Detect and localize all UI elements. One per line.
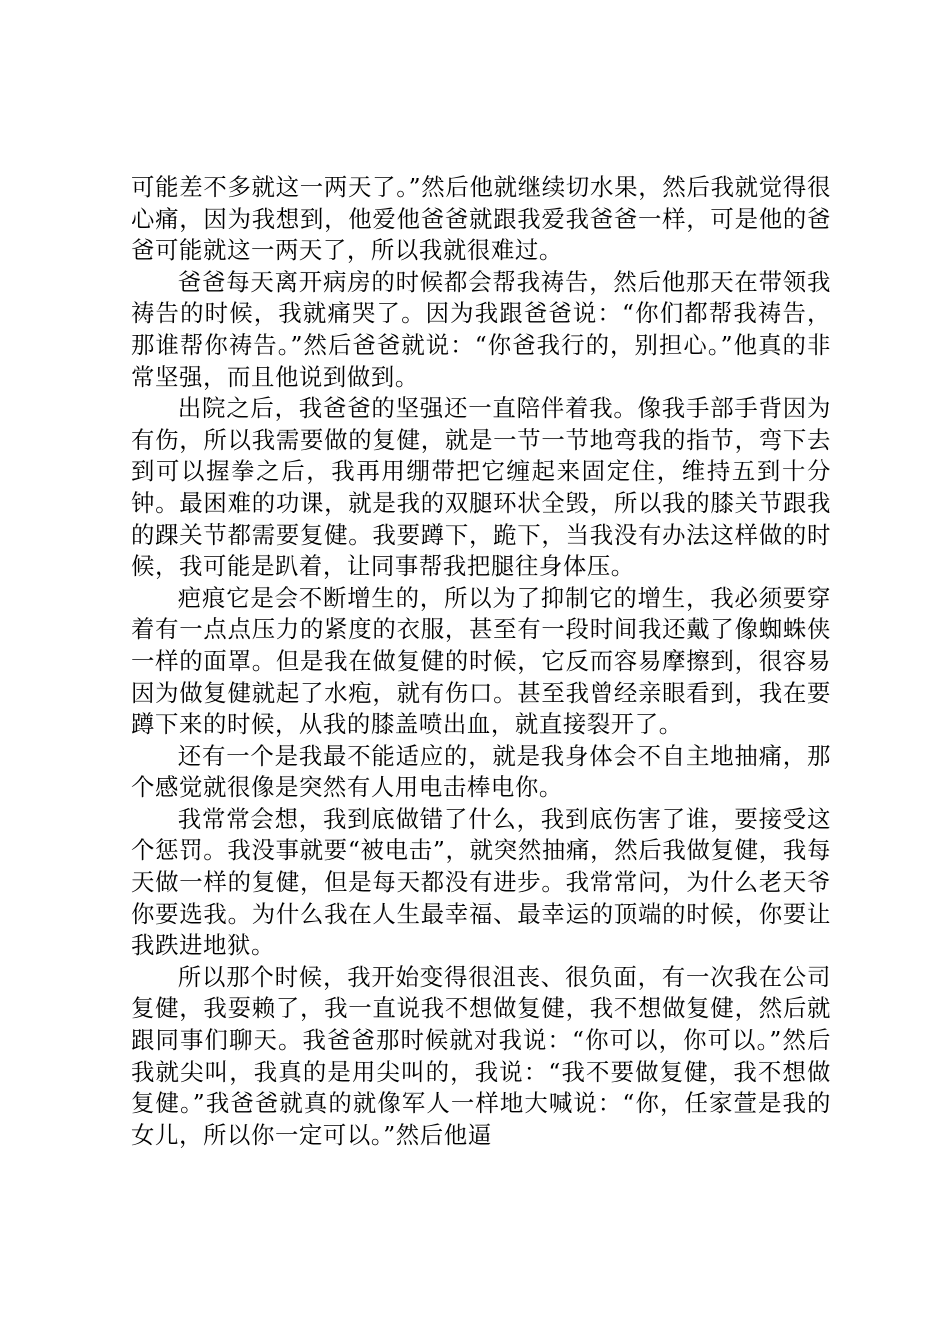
paragraph-7: 所以那个时候，我开始变得很沮丧、很负面，有一次我在公司复健，我耍赖了，我一直说我不想做复健，我不想做复健，然后就跟同事们聊天。我爸爸那时候就对我说：“你可以，你可以。”然后我就尖叫，我真的是用尖叫的，我说：“我不要做复健，我不想做复健。”我爸爸就真的就像军人一样地大喊说：“你，任家萱是我的女儿，所以你一定可以。”然后他逼 — [131, 962, 831, 1149]
paragraph-2: 爸爸每天离开病房的时候都会帮我祷告，然后他那天在带领我祷告的时候，我就痛哭了。因为我跟爸爸说：“你们都帮我祷告，那谁帮你祷告。”然后爸爸就说：“你爸我行的，别担心。”他真的非常坚强，而且他说到做到。 — [131, 267, 831, 391]
paragraph-1: 可能差不多就这一两天了。”然后他就继续切水果，然后我就觉得很心痛，因为我想到，他爱他爸爸就跟我爱我爸爸一样，可是他的爸爸可能就这一两天了，所以我就很难过。 — [131, 173, 831, 265]
body-text — [131, 172, 831, 1151]
paragraph-3: 出院之后，我爸爸的坚强还一直陪伴着我。像我手部手背因为有伤，所以我需要做的复健，就是一节一节地弯我的指节，弯下去到可以握拳之后，我再用绷带把它缠起来固定住，维持五到十分钟。最困难的功课，就是我的双腿环状全毁，所以我的膝关节跟我的踝关节都需要复健。我要蹲下，跪下，当我没有办法这样做的时候，我可能是趴着，让同事帮我把腿往身体压。 — [131, 394, 831, 581]
paragraph-6: 我常常会想，我到底做错了什么，我到底伤害了谁，要接受这个惩罚。我没事就要“被电击”，就突然抽痛，然后我做复健，我每天做一样的复健，但是每天都没有进步。我常常问，为什么老天爷你要选我。为什么我在人生最幸福、最幸运的顶端的时候，你要让我跌进地狱。 — [131, 804, 831, 960]
paragraph-5: 还有一个是我最不能适应的，就是我身体会不自主地抽痛，那个感觉就很像是突然有人用电击棒电你。 — [131, 741, 831, 802]
paragraph-4: 疤痕它是会不断增生的，所以为了抑制它的增生，我必须要穿着有一点点压力的紧度的衣服，甚至有一段时间我还戴了像蜘蛛侠一样的面罩。但是我在做复健的时候，它反而容易摩擦到，很容易因为做复健就起了水疱，就有伤口。甚至我曾经亲眼看到，我在要蹲下来的时候，从我的膝盖喷出血，就直接裂开了。 — [131, 583, 831, 739]
